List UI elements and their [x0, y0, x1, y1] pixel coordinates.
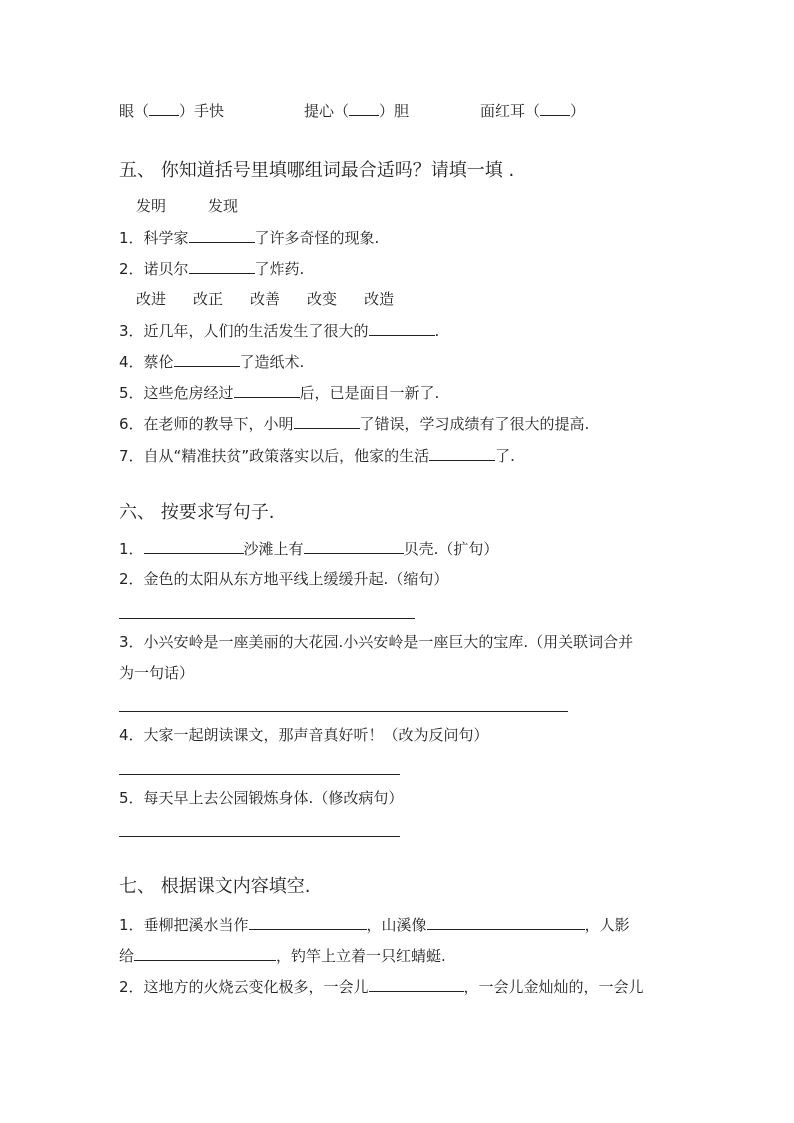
question-text: 给: [119, 947, 135, 965]
answer-blank[interactable]: [134, 945, 276, 961]
word-bank-word: 发现: [208, 197, 239, 215]
question-5-5: [119, 382, 439, 403]
question-text: 2．这地方的火烧云变化极多，一会儿: [119, 978, 369, 996]
word-bank-b: [136, 289, 394, 309]
question-5-7: [119, 445, 515, 466]
answer-blank[interactable]: [540, 101, 570, 116]
word-bank-word: 改变: [307, 290, 338, 308]
word-bank-a: [136, 196, 238, 216]
question-text: 了炸药.: [254, 260, 305, 278]
question-text: 2．诺贝尔: [119, 260, 189, 278]
question-5-2: [119, 258, 304, 279]
question-text: 4．蔡伦: [119, 353, 174, 371]
answer-line[interactable]: [119, 835, 400, 837]
section-7-title: 七、 根据课文内容填空.: [119, 876, 311, 897]
question-text: 了许多奇怪的现象.: [254, 229, 380, 247]
answer-blank[interactable]: [427, 914, 585, 930]
answer-blank[interactable]: [174, 351, 240, 367]
question-7-1-line-2: [119, 945, 446, 966]
question-text: 5．这些危房经过: [119, 384, 234, 402]
question-text: 7．自从“精准扶贫”政策落实以后，他家的生活: [119, 447, 430, 465]
question-6-5: 5．每天早上去公园锻炼身体.（修改病句）: [119, 789, 404, 807]
question-text: 后，已是面目一新了.: [299, 384, 440, 402]
question-text: 了错误，学习成绩有了很大的提高.: [359, 415, 590, 433]
question-text: ，钓竿上立着一只红蜻蜓.: [276, 947, 446, 965]
question-7-1-line-1: [119, 914, 630, 935]
question-text: 1．: [119, 540, 144, 558]
question-text: .: [434, 322, 440, 340]
word-bank-word: 改正: [193, 290, 224, 308]
answer-blank[interactable]: [304, 538, 404, 554]
idiom-text: 提心（: [304, 102, 350, 120]
question-5-3: [119, 320, 439, 341]
question-text: 了造纸术.: [239, 353, 305, 371]
question-text: 贝壳.（扩句）: [403, 540, 499, 558]
idiom-text: ）: [570, 102, 586, 120]
answer-blank[interactable]: [189, 258, 255, 274]
answer-blank[interactable]: [429, 445, 495, 461]
question-5-6: [119, 413, 589, 434]
answer-blank[interactable]: [349, 101, 379, 116]
idiom-text: 面红耳（: [480, 102, 541, 120]
question-6-2: 2．金色的太阳从东方地平线上缓缓升起.（缩句）: [119, 570, 449, 588]
idiom-text: 眼（: [119, 102, 150, 120]
answer-blank[interactable]: [369, 976, 464, 992]
question-6-4: 4．大家一起朗读课文，那声音真好听！（改为反问句）: [119, 726, 489, 744]
question-text: 6．在老师的教导下，小明: [119, 415, 294, 433]
idiom-item-1: [119, 101, 224, 121]
answer-line[interactable]: [119, 617, 415, 619]
answer-line[interactable]: [119, 710, 568, 712]
question-text: ，山溪像: [366, 916, 427, 934]
question-text: 了.: [495, 447, 515, 465]
question-6-3-line-1: 3．小兴安岭是一座美丽的大花园.小兴安岭是一座巨大的宝库.（用关联词合并: [119, 633, 634, 651]
idiom-item-2: [304, 101, 409, 121]
answer-blank[interactable]: [234, 382, 300, 398]
answer-blank[interactable]: [149, 101, 179, 116]
question-text: 3．近几年，人们的生活发生了很大的: [119, 322, 369, 340]
question-text: 1．科学家: [119, 229, 189, 247]
answer-line[interactable]: [119, 773, 400, 775]
word-bank-word: 改善: [250, 290, 281, 308]
question-text: 沙滩上有: [243, 540, 304, 558]
question-text: ，一会儿金灿灿的，一会儿: [463, 978, 644, 996]
question-6-1: [119, 538, 498, 559]
idiom-text: ）胆: [379, 102, 410, 120]
idiom-item-3: [480, 101, 585, 121]
word-bank-word: 发明: [136, 197, 167, 215]
section-5-title: 五、 你知道括号里填哪组词最合适吗？请填一填 .: [119, 160, 515, 181]
answer-blank[interactable]: [249, 914, 367, 930]
answer-blank[interactable]: [369, 320, 435, 336]
section-6-title: 六、 按要求写句子.: [119, 502, 275, 523]
question-text: 1．垂柳把溪水当作: [119, 916, 249, 934]
answer-blank[interactable]: [189, 227, 255, 243]
question-5-1: [119, 227, 379, 248]
question-5-4: [119, 351, 304, 372]
question-text: ，人影: [584, 916, 630, 934]
word-bank-word: 改造: [364, 290, 395, 308]
question-7-2: [119, 976, 644, 997]
question-6-3-line-2: 为一句话）: [119, 664, 195, 682]
idiom-text: ）手快: [179, 102, 225, 120]
word-bank-word: 改进: [136, 290, 167, 308]
answer-blank[interactable]: [144, 538, 244, 554]
answer-blank[interactable]: [294, 413, 360, 429]
